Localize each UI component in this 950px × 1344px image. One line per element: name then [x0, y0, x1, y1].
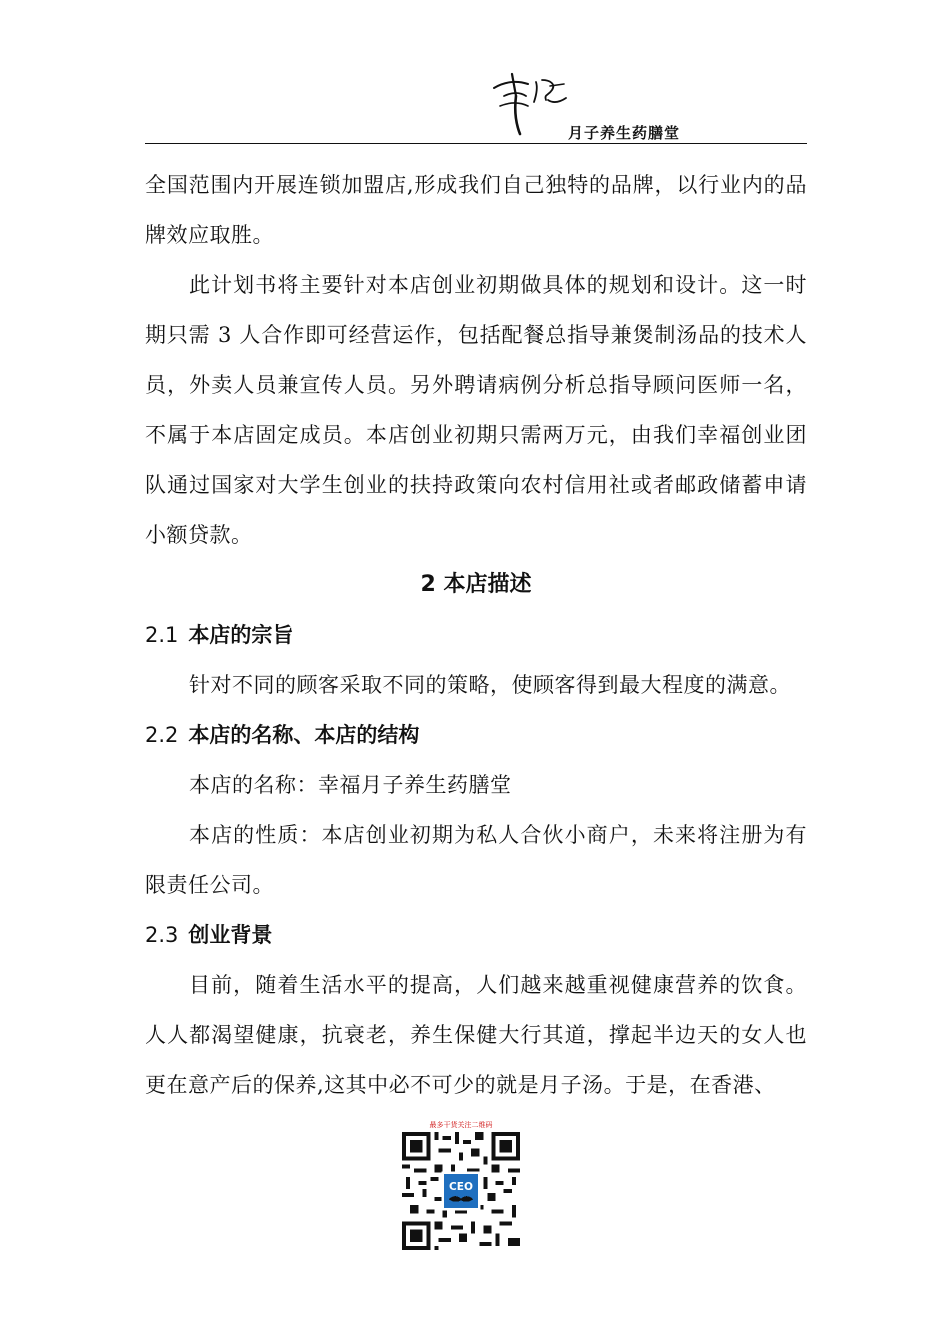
brand-logo — [490, 66, 570, 136]
paragraph-purpose: 针对不同的顾客采取不同的策略，使顾客得到最大程度的满意。 — [189, 673, 791, 697]
paragraph-background: 目前，随着生活水平的提高，人们越来越重视健康营养的饮食。人人都渴望健康，抗衰老，养生保健大行其道，撑起半边天的女人也更在意产后的保养,这其中必不可少的就是月子汤。于是，在香港、 — [145, 973, 807, 1097]
qr-code-image — [402, 1132, 520, 1250]
section-heading-2: 2 本店描述 — [420, 572, 532, 597]
header-divider — [145, 143, 807, 144]
paragraph-store-nature: 本店的性质：本店创业初期为私人合伙小商户，未来将注册为有限责任公司。 — [145, 823, 807, 897]
subsection-title: 本店的名称、本店的结构 — [188, 723, 420, 747]
qr-badge-text: CEO — [449, 1180, 473, 1193]
subsection-number: 2.1 — [145, 623, 179, 647]
subsection-heading-2-3 — [145, 910, 807, 960]
document-body — [145, 160, 807, 1110]
qr-caption: 最多干货关注二维码 — [429, 1121, 493, 1129]
header-subtitle: 月子养生药膳堂 — [568, 124, 681, 142]
paragraph-plan-overview: 此计划书将主要针对本店创业初期做具体的规划和设计。这一时期只需 3 人合作即可经营运作，包括配餐总指导兼煲制汤品的技术人员，外卖人员兼宣传人员。另外聘请病例分析总指导顾问医师一名，不属于本店固定成员。本店创业初期只需两万元，由我们幸福创业团队通过国家对大学生创业的扶持政策向农村信用社或者邮政储蓄申请小额贷款。 — [145, 273, 807, 547]
subsection-heading-2-2 — [145, 710, 807, 760]
subsection-number: 2.3 — [145, 923, 179, 947]
paragraph-intro-continued: 全国范围内开展连锁加盟店,形成我们自己独特的品牌，以行业内的品牌效应取胜。 — [145, 173, 807, 247]
paragraph-store-name: 本店的名称：幸福月子养生药膳堂 — [189, 773, 512, 797]
subsection-title: 本店的宗旨 — [188, 623, 294, 647]
qr-footer — [402, 1120, 520, 1250]
subsection-title: 创业背景 — [188, 923, 273, 947]
subsection-number: 2.2 — [145, 723, 179, 747]
subsection-heading-2-1 — [145, 610, 807, 660]
